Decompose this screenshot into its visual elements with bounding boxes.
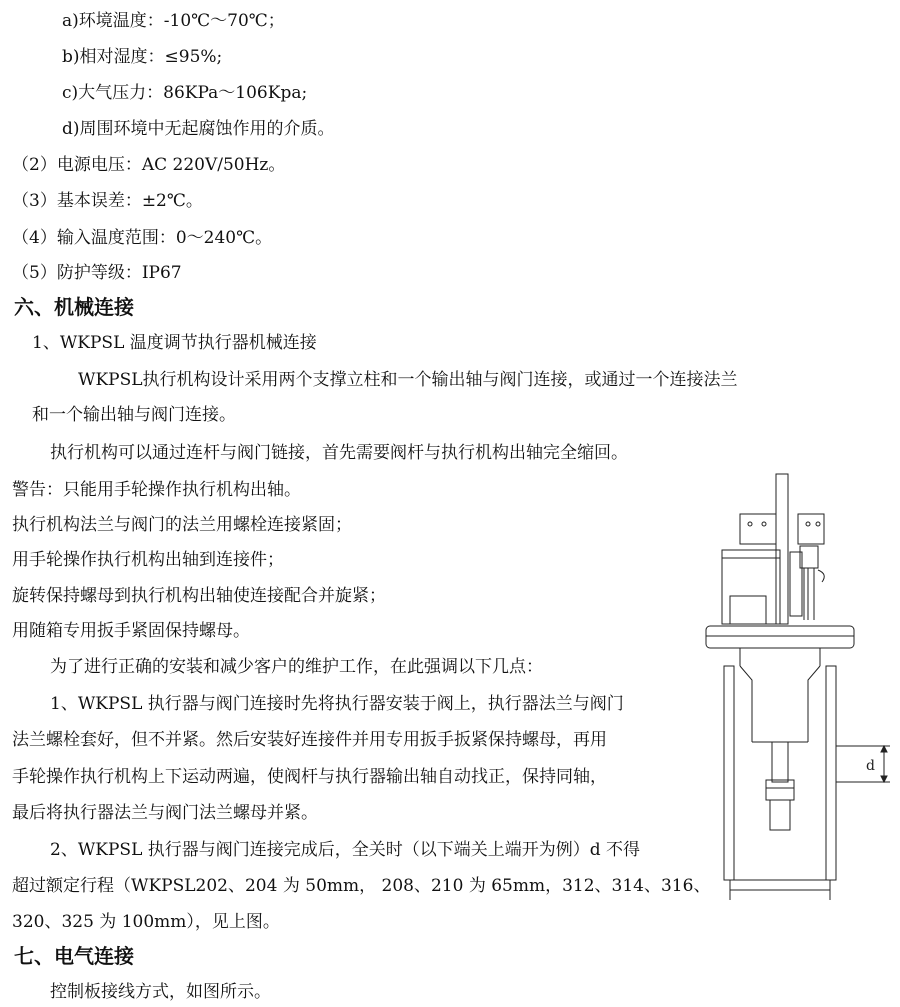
- point1-line4: 最后将执行器法兰与阀门法兰螺母并紧。: [12, 803, 318, 823]
- point2-line2: 超过额定行程（WKPSL202、204 为 50mm， 208、210 为 65mm，312、314、316、: [12, 876, 711, 896]
- emphasis-intro: 为了进行正确的安装和减少客户的维护工作，在此强调以下几点：: [50, 657, 543, 677]
- point2-line3: 320、325 为 100mm），见上图。: [12, 912, 280, 932]
- section-7-line1: 控制板接线方式，如图所示。: [50, 982, 271, 1002]
- spec-input-range: （4）输入温度范围：0～240℃。: [12, 228, 273, 248]
- section-7-heading: 七、电气连接: [14, 944, 134, 968]
- point1-line1: 1、WKPSL 执行器与阀门连接时先将执行器安装于阀上，执行器法兰与阀门: [50, 694, 624, 714]
- section-6-para1-line2: 和一个输出轴与阀门连接。: [32, 405, 236, 425]
- step-warning: 警告：只能用手轮操作执行机构出轴。: [12, 480, 301, 500]
- spec-voltage: （2）电源电压：AC 220V/50Hz。: [12, 155, 286, 175]
- step-tighten-nut: 用随箱专用扳手紧固保持螺母。: [12, 621, 250, 641]
- env-item-temperature: a)环境温度：-10℃～70℃；: [62, 11, 285, 31]
- actuator-valve-diagram: [700, 470, 900, 915]
- section-6-subheading: 1、WKPSL 温度调节执行器机械连接: [32, 333, 317, 353]
- step-handwheel: 用手轮操作执行机构出轴到连接件；: [12, 550, 284, 570]
- env-item-humidity: b)相对湿度：≤95%;: [62, 47, 223, 67]
- spec-error: （3）基本误差：±2℃。: [12, 191, 203, 211]
- step-rotate-nut: 旋转保持螺母到执行机构出轴使连接配合并旋紧；: [12, 586, 386, 606]
- section-6-heading: 六、机械连接: [14, 295, 134, 319]
- env-item-medium: d)周围环境中无起腐蚀作用的介质。: [62, 119, 335, 139]
- section-6-para1-line1: WKPSL执行机构设计采用两个支撑立柱和一个输出轴与阀门连接，或通过一个连接法兰: [78, 370, 738, 390]
- point1-line2: 法兰螺栓套好，但不并紧。然后安装好连接件并用专用扳手扳紧保持螺母，再用: [12, 730, 607, 750]
- point2-line1: 2、WKPSL 执行器与阀门连接完成后，全关时（以下端关上端开为例）d 不得: [50, 840, 641, 860]
- spec-protection: （5）防护等级：IP67: [12, 263, 182, 283]
- step-flange-bolt: 执行机构法兰与阀门的法兰用螺栓连接紧固；: [12, 515, 352, 535]
- section-6-para2: 执行机构可以通过连杆与阀门链接，首先需要阀杆与执行机构出轴完全缩回。: [50, 443, 628, 463]
- point1-line3: 手轮操作执行机构上下运动两遍，使阀杆与执行器输出轴自动找正，保持同轴，: [12, 767, 607, 787]
- dimension-label-d: d: [866, 758, 875, 774]
- env-item-pressure: c)大气压力：86KPa～106Kpa;: [62, 83, 308, 103]
